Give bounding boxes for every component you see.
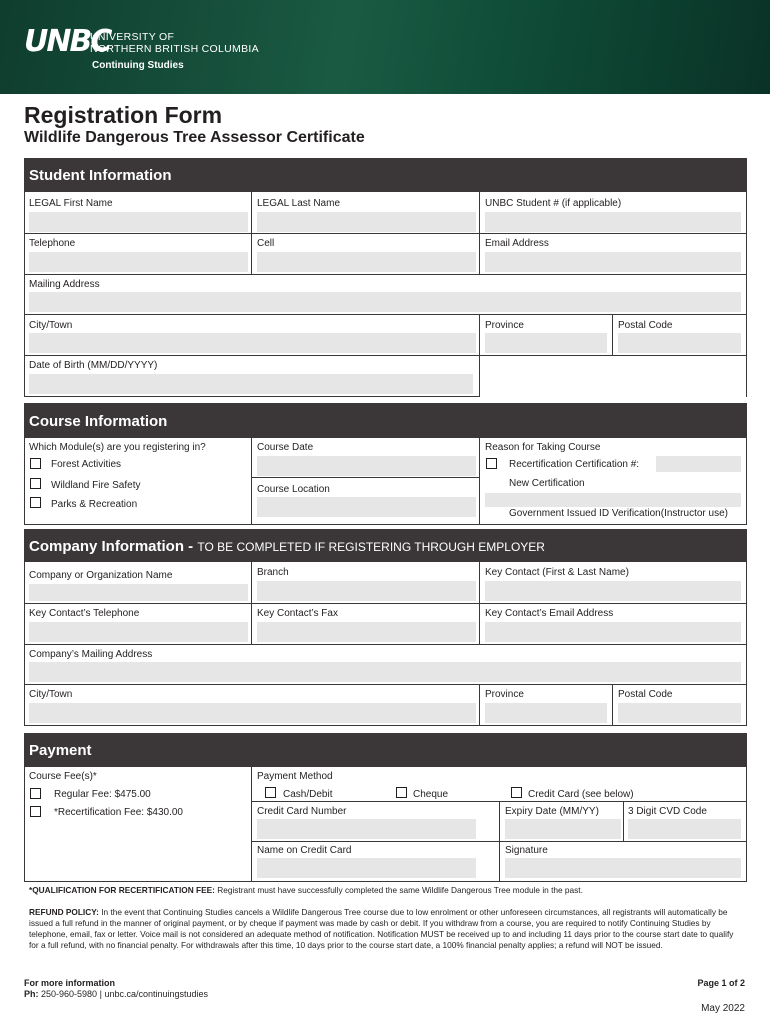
divider xyxy=(24,725,747,726)
divider xyxy=(251,477,480,478)
gov-id-label: Government Issued ID Verification(Instructor use) xyxy=(509,508,728,519)
dob-label: Date of Birth (MM/DD/YYYY) xyxy=(29,360,158,371)
university-name-line2: NORTHERN BRITISH COLUMBIA xyxy=(90,43,259,55)
divider xyxy=(24,396,480,397)
contact-email-field[interactable] xyxy=(485,622,741,642)
company-name-label: Company or Organization Name xyxy=(29,570,173,581)
student-number-label: UNBC Student # (if applicable) xyxy=(485,198,622,209)
contact-email-label: Key Contact’s Email Address xyxy=(485,608,614,619)
credit-card-label: Credit Card (see below) xyxy=(528,789,634,800)
expiry-label: Expiry Date (MM/YY) xyxy=(505,806,599,817)
form-title: Registration Form xyxy=(24,102,223,128)
course-fees-label: Course Fee(s)* xyxy=(29,771,97,782)
unbc-logo: UNBC xyxy=(24,24,111,59)
company-mailing-label: Company’s Mailing Address xyxy=(29,649,153,660)
cell-label: Cell xyxy=(257,238,275,249)
university-name-line1: UNIVERSITY OF xyxy=(90,31,175,43)
divider xyxy=(251,841,747,842)
left-border xyxy=(24,403,25,525)
gov-id-field[interactable] xyxy=(485,493,741,507)
header-banner xyxy=(0,0,770,94)
contact-line: Ph: 250-960-5980 | unbc.ca/continuingstudies xyxy=(24,989,209,999)
city-label: City/Town xyxy=(29,320,73,331)
left-border xyxy=(24,733,25,882)
divider xyxy=(24,355,747,356)
divider xyxy=(251,767,252,882)
city-field[interactable] xyxy=(29,333,476,353)
company-postal-label: Postal Code xyxy=(618,689,673,700)
recert-fee-label: *Recertification Fee: $430.00 xyxy=(54,807,183,818)
right-border xyxy=(746,403,747,525)
right-border xyxy=(746,733,747,882)
wildland-fire-label: Wildland Fire Safety xyxy=(51,480,141,491)
divider xyxy=(24,684,747,685)
divider xyxy=(24,524,747,525)
divider xyxy=(24,881,747,882)
wildland-fire-checkbox[interactable] xyxy=(30,478,41,489)
key-contact-label: Key Contact (First & Last Name) xyxy=(485,567,629,578)
credit-card-checkbox[interactable] xyxy=(511,787,522,798)
payment-section-header: Payment xyxy=(24,733,747,767)
cvd-label: 3 Digit CVD Code xyxy=(628,806,707,817)
cc-name-label: Name on Credit Card xyxy=(257,845,352,856)
divider xyxy=(24,603,747,604)
divider xyxy=(24,233,747,234)
recertification-checkbox[interactable] xyxy=(486,458,497,469)
divider xyxy=(479,684,480,726)
parks-recreation-label: Parks & Recreation xyxy=(51,499,138,510)
divider xyxy=(24,274,747,275)
divider xyxy=(24,644,747,645)
company-province-field[interactable] xyxy=(485,703,607,723)
key-contact-field[interactable] xyxy=(485,581,741,601)
course-location-label: Course Location xyxy=(257,484,330,495)
more-info-label: For more information xyxy=(24,978,116,988)
modules-question: Which Module(s) are you registering in? xyxy=(29,442,206,453)
expiry-field[interactable] xyxy=(505,819,621,839)
branch-label: Branch xyxy=(257,567,289,578)
contact-fax-label: Key Contact’s Fax xyxy=(257,608,338,619)
company-city-field[interactable] xyxy=(29,703,476,723)
signature-field[interactable] xyxy=(505,858,741,878)
course-location-field[interactable] xyxy=(257,497,476,517)
signature-label: Signature xyxy=(505,845,548,856)
email-field[interactable] xyxy=(485,252,741,272)
cell-field[interactable] xyxy=(257,252,476,272)
payment-method-label: Payment Method xyxy=(257,771,333,782)
contact-fax-field[interactable] xyxy=(257,622,476,642)
contact-telephone-field[interactable] xyxy=(29,622,248,642)
right-border xyxy=(746,529,747,726)
province-label: Province xyxy=(485,320,524,331)
company-mailing-field[interactable] xyxy=(29,662,741,682)
telephone-label: Telephone xyxy=(29,238,76,249)
cash-debit-label: Cash/Debit xyxy=(283,789,333,800)
recertification-number-field[interactable] xyxy=(656,456,741,472)
mailing-address-label: Mailing Address xyxy=(29,279,100,290)
student-section-header: Student Information xyxy=(24,158,747,192)
dob-field[interactable] xyxy=(29,374,473,394)
last-name-field[interactable] xyxy=(257,212,476,232)
postal-code-label: Postal Code xyxy=(618,320,673,331)
forest-activities-label: Forest Activities xyxy=(51,459,122,470)
divider xyxy=(24,314,747,315)
province-field[interactable] xyxy=(485,333,607,353)
divider xyxy=(251,438,252,525)
cc-number-field[interactable] xyxy=(257,819,476,839)
regular-fee-label: Regular Fee: $475.00 xyxy=(54,789,151,800)
regular-fee-checkbox[interactable] xyxy=(30,788,41,799)
student-number-field[interactable] xyxy=(485,212,741,232)
cc-name-field[interactable] xyxy=(257,858,476,878)
divider xyxy=(612,684,613,726)
mailing-address-field[interactable] xyxy=(29,292,741,312)
telephone-field[interactable] xyxy=(29,252,248,272)
contact-telephone-label: Key Contact’s Telephone xyxy=(29,608,140,619)
page-number: Page 1 of 2 xyxy=(697,978,745,988)
company-city-label: City/Town xyxy=(29,689,73,700)
form-date: May 2022 xyxy=(701,1003,745,1014)
left-border xyxy=(24,529,25,726)
company-province-label: Province xyxy=(485,689,524,700)
website-link[interactable]: unbc.ca/continuingstudies xyxy=(104,989,209,999)
parks-recreation-checkbox[interactable] xyxy=(30,497,41,508)
divider xyxy=(612,314,613,355)
new-certification-label: New Certification xyxy=(509,478,585,489)
company-postal-field[interactable] xyxy=(618,703,741,723)
cc-number-label: Credit Card Number xyxy=(257,806,347,817)
left-border xyxy=(24,158,25,397)
cheque-label: Cheque xyxy=(413,789,449,800)
first-name-field[interactable] xyxy=(29,212,248,232)
first-name-label: LEGAL First Name xyxy=(29,198,113,209)
course-date-label: Course Date xyxy=(257,442,314,453)
course-date-field[interactable] xyxy=(257,456,476,476)
divider xyxy=(623,801,624,841)
right-border xyxy=(746,158,747,397)
company-name-field[interactable] xyxy=(29,584,248,601)
recert-fee-checkbox[interactable] xyxy=(30,806,41,817)
company-section-note: TO BE COMPLETED IF REGISTERING THROUGH EMPLOYER xyxy=(197,540,545,554)
form-subtitle: Wildlife Dangerous Tree Assessor Certificate xyxy=(24,129,365,146)
company-section-header: Company Information - TO BE COMPLETED IF REGISTERING THROUGH EMPLOYER xyxy=(24,529,747,562)
recertification-label: Recertification Certification #: xyxy=(509,459,640,470)
course-section-header: Course Information xyxy=(24,403,747,438)
email-label: Email Address xyxy=(485,238,549,249)
postal-code-field[interactable] xyxy=(618,333,741,353)
reason-label: Reason for Taking Course xyxy=(485,442,601,453)
cash-debit-checkbox[interactable] xyxy=(265,787,276,798)
department-name: Continuing Studies xyxy=(92,60,184,71)
forest-activities-checkbox[interactable] xyxy=(30,458,41,469)
cheque-checkbox[interactable] xyxy=(396,787,407,798)
refund-policy: REFUND POLICY: In the event that Continuing Studies cancels a Wildlife Dangerous Tree course due to low enrolment or other unforeseen circumstances, all registrants will automatically be issued a full refund in the manner of original payment, or by cheque if payment was made by cash or debit. If you withdraw from a course, you are required to notify Continuing Studies by telephone, email, fax or letter. Voice mail is not considered an adequate method of notification. Notification MUST be received up to and including 11 days prior to the course start date to qualify for a full refund, with no financial penalty. For withdrawals after this time, 10 days prior to the course start date, a 100% financial penalty applies; a refund will NOT be issued. xyxy=(29,907,734,950)
qualification-note: *QUALIFICATION FOR RECERTIFICATION FEE: Registrant must have successfully completed the same Wildlife Dangerous Tree module in the past. xyxy=(29,885,583,895)
branch-field[interactable] xyxy=(257,581,476,601)
last-name-label: LEGAL Last Name xyxy=(257,198,341,209)
cvd-field[interactable] xyxy=(628,819,741,839)
divider xyxy=(479,438,480,525)
